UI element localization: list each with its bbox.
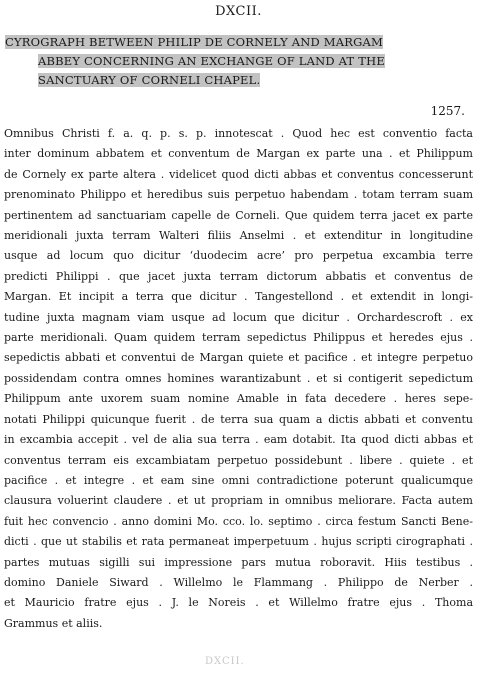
body-line: possidendam contra omnes homines warantizabunt . et si contigerit sepedictum bbox=[4, 371, 473, 385]
body-line: conventus terram eis excambiatam perpetuo possidebunt . libere . quiete . et bbox=[4, 453, 473, 467]
body-line: sepedictis abbati et conventui de Margan quiete et pacifice . et integre perpetuo bbox=[4, 351, 473, 365]
title-line bbox=[5, 33, 473, 52]
charter-title bbox=[5, 33, 473, 90]
body-line: Grammus et aliis. bbox=[4, 616, 103, 630]
highlight-mark: ABBEY CONCERNING AN EXCHANGE OF LAND AT THE bbox=[38, 54, 385, 68]
charter-year: 1257. bbox=[430, 104, 465, 118]
body-line: et Mauricio fratre ejus . J. le Noreis . et Willelmo fratre ejus . Thoma bbox=[4, 596, 473, 610]
body-line: clausura voluerint claudere . et ut propriam in omnibus meliorare. Facta autem bbox=[4, 494, 473, 508]
charter-body bbox=[4, 124, 473, 634]
body-line: usque ad locum quo dicitur ‘duodecim acre’ pro perpetua excambia terre bbox=[4, 249, 473, 263]
body-line: prenominato Philippo et heredibus suis perpetuo habendam . totam terram suam bbox=[4, 188, 473, 202]
body-line: pacifice . et integre . et eam sine omni contradictione poterunt qualicumque bbox=[4, 473, 473, 487]
bleed-through-text: DXCII. bbox=[205, 656, 245, 667]
charter-number: DXCII. bbox=[215, 4, 262, 19]
highlight-mark: CYROGRAPH BETWEEN PHILIP DE CORNELY AND MARGAM bbox=[5, 35, 383, 49]
body-line: Omnibus Christi f. a. q. p. s. p. innotescat . Quod hec est conventio facta bbox=[4, 127, 473, 140]
highlight-mark: SANCTUARY OF CORNELI CHAPEL. bbox=[38, 73, 261, 87]
body-line: Philippum ante uxorem suam nomine Amable in fata decedere . heres sepe- bbox=[4, 392, 473, 406]
body-line: inter dominum abbatem et conventum de Margan ex parte una . et Philippum bbox=[4, 147, 473, 161]
body-line: pertinentem ad sanctuariam capelle de Corneli. Que quidem terra jacet ex parte bbox=[4, 208, 473, 222]
body-line: in excambia accepit . vel de alia sua terra . eam dotabit. Ita quod dicti abbas et bbox=[4, 433, 473, 447]
body-line: notati Philippi quicunque fuerit . de terra sua quam a dictis abbati et conventu bbox=[4, 412, 473, 426]
body-line: dicti . que ut stabilis et rata permaneat imperpetuum . hujus scripti cirographati . bbox=[4, 535, 473, 549]
body-line: de Cornely ex parte altera . videlicet quod dicti abbas et conventus concesserunt bbox=[4, 167, 473, 181]
body-line: parte meridionali. Quam quidem terram sepedictus Philippus et heredes ejus . bbox=[4, 331, 473, 345]
body-line: fuit hec convencio . anno domini Mo. cco. lo. septimo . circa festum Sancti Bene- bbox=[4, 514, 473, 528]
body-line: domino Daniele Siward . Willelmo le Flammang . Philippo de Nerber . bbox=[4, 575, 473, 589]
body-line: meridionali juxta terram Walteri filiis Anselmi . et extenditur in longitudine bbox=[4, 229, 473, 243]
title-line bbox=[5, 71, 473, 90]
body-line: tudine juxta magnam viam usque ad locum que dicitur . Orchardescroft . ex bbox=[4, 310, 473, 324]
body-line: predicti Philippi . que jacet juxta terram dictorum abbatis et conventus de bbox=[4, 269, 473, 283]
title-line bbox=[5, 52, 473, 71]
body-line: Margan. Et incipit a terra que dicitur . Tangestellond . et extendit in longi- bbox=[4, 290, 473, 304]
body-line: partes mutuas sigilli sui impressione pars mutua roboravit. Hiis testibus . bbox=[4, 555, 473, 569]
